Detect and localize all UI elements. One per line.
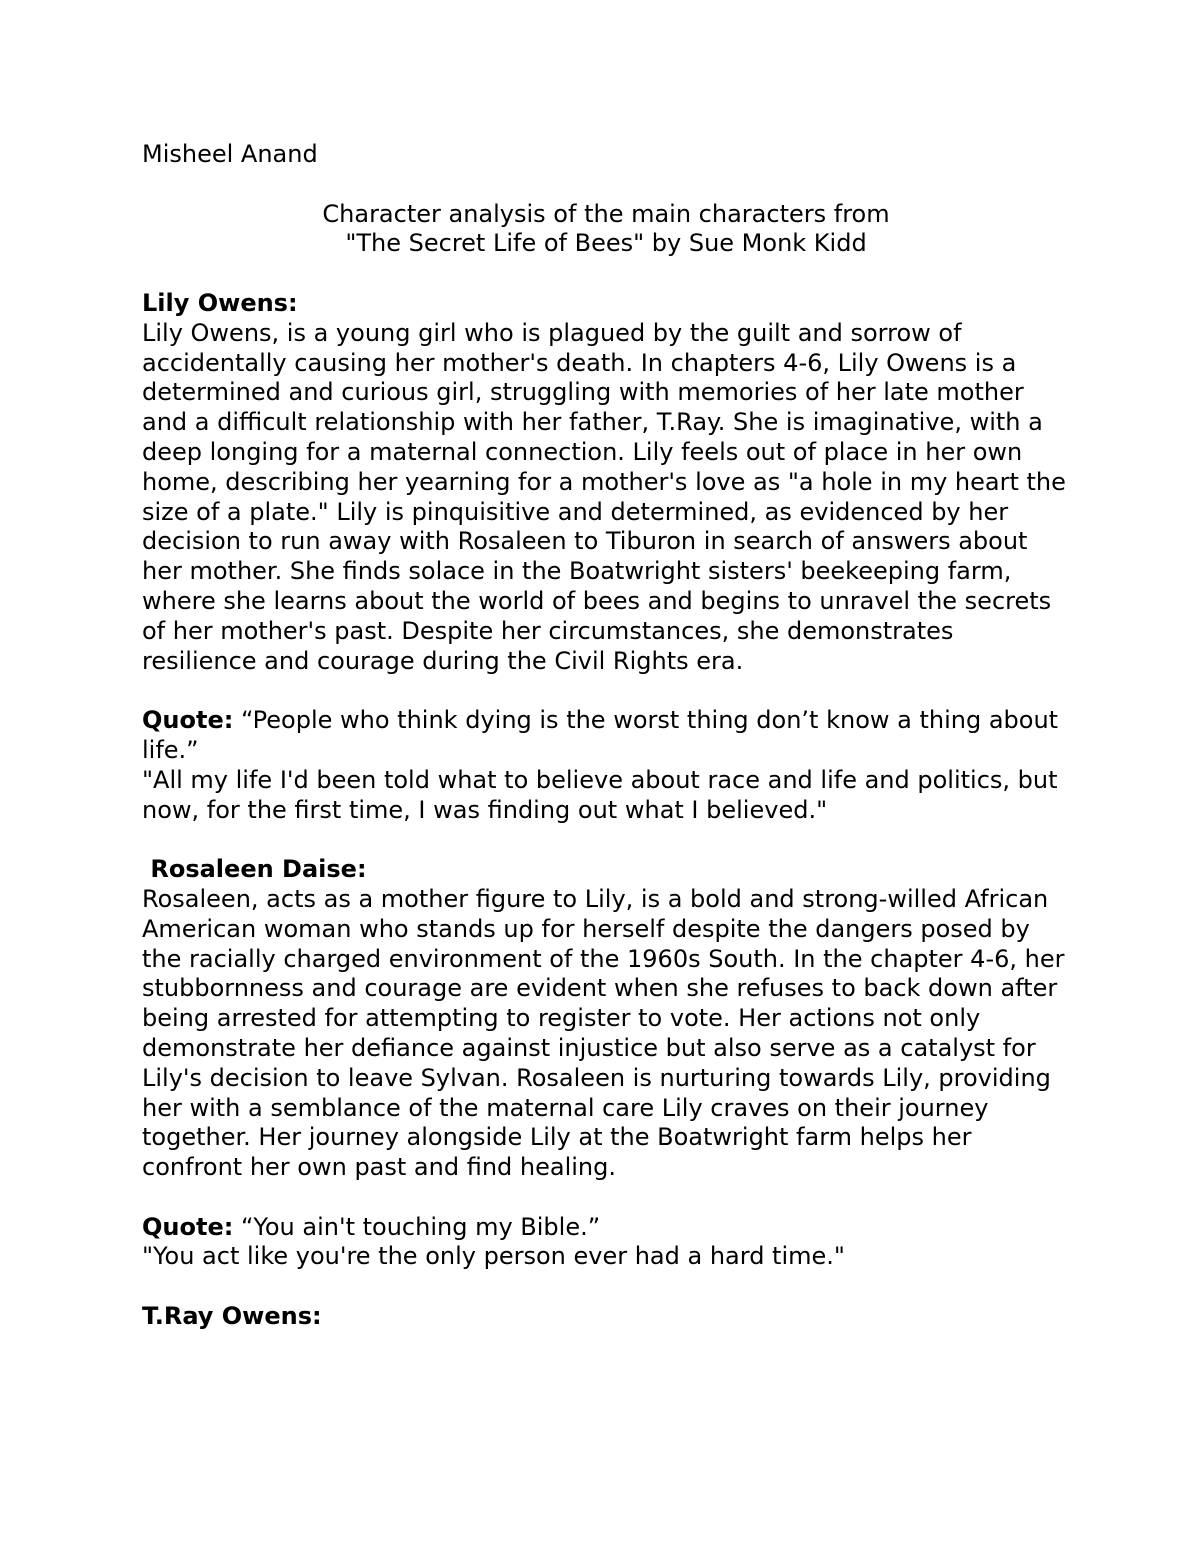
section-body: Rosaleen, acts as a mother figure to Lily, is a bold and strong-willed African American woman who stands up for herself despite the dangers posed by the racially charged environment of the 1960s South. In the chapter 4-6, her stubbornness and courage are evident when she refuses to back down after being arrested for attempting to register to vote. Her actions not only demonstrate her defiance against injustice but also serve as a catalyst for Lily's decision to leave Sylvan. Rosaleen is nurturing towards Lily, providing her with a semblance of the maternal care Lily craves on their journey together. Her journey alongside Lily at the Boatwright farm helps her confront her own past and find healing. <box>142 884 1065 1182</box>
title-line-1: Character analysis of the main characters from <box>322 199 890 228</box>
quote-block-rosaleen <box>142 1213 1070 1273</box>
quote-block-lily <box>142 706 1070 825</box>
section-heading-text: Rosaleen Daise: <box>150 855 367 884</box>
quote-line-1 <box>142 706 1070 766</box>
author-name: Misheel Anand <box>142 140 318 168</box>
section-heading: Lily Owens: <box>142 288 298 317</box>
document-body <box>142 140 1070 1332</box>
section-heading <box>142 855 1070 885</box>
quote-line-2: "All my life I'd been told what to believe about race and life and politics, but now, for the first time, I was finding out what I believed." <box>142 765 1058 824</box>
document-title <box>142 200 1070 260</box>
quote-label: Quote: <box>142 706 234 735</box>
quote-line-2: "You act like you're the only person ever had a hard time." <box>142 1242 845 1271</box>
section-heading: T.Ray Owens: <box>142 1302 322 1331</box>
quote-line-1 <box>142 1213 1070 1243</box>
section-lily-owens <box>142 289 1070 676</box>
quote-text-1: “People who think dying is the worst thing don’t know a thing about life.” <box>142 706 1059 764</box>
section-t-ray-owens <box>142 1302 1070 1332</box>
section-rosaleen-daise <box>142 855 1070 1183</box>
section-body: Lily Owens, is a young girl who is plagued by the guilt and sorrow of accidentally causing her mother's death. In chapters 4-6, Lily Owens is a determined and curious girl, struggling with memories of her late mother and a difficult relationship with her father, T.Ray. She is imaginative, with a deep longing for a maternal connection. Lily feels out of place in her own home, describing her yearning for a mother's love as "a hole in my heart the size of a plate." Lily is pinquisitive and determined, as evidenced by her decision to run away with Rosaleen to Tiburon in search of answers about her mother. She finds solace in the Boatwright sisters' beekeeping farm, where she learns about the world of bees and begins to unravel the secrets of her mother's past. Despite her circumstances, she demonstrates resilience and courage during the Civil Rights era. <box>142 318 1066 675</box>
quote-label: Quote: <box>142 1212 234 1241</box>
title-line-2: "The Secret Life of Bees" by Sue Monk Kidd <box>345 229 867 258</box>
quote-text-1: “You ain't touching my Bible.” <box>240 1212 601 1241</box>
